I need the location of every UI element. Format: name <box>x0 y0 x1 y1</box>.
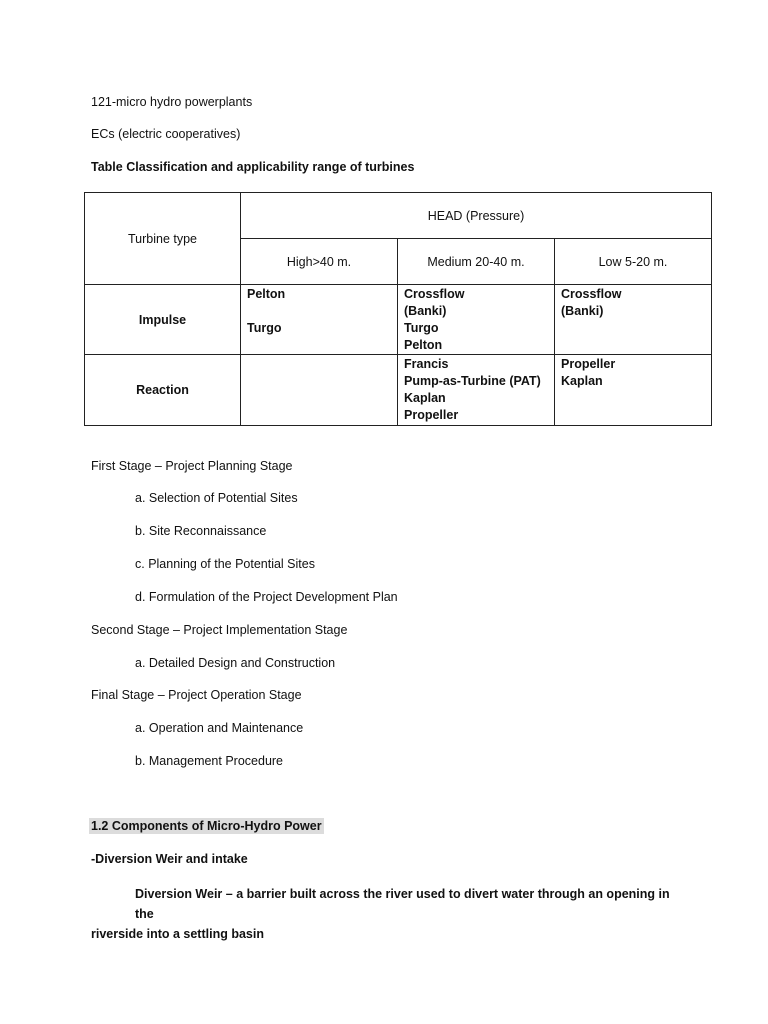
intro-line-1: 121-micro hydro powerplants <box>91 95 253 109</box>
section-heading-text: 1.2 Components of Micro-Hydro Power <box>91 819 322 833</box>
row-type-reaction: Reaction <box>85 355 241 426</box>
cell-line: Propeller <box>561 357 616 371</box>
cell-line: Kaplan <box>404 391 446 405</box>
cell-line: Crossflow <box>561 287 622 301</box>
stage-first-b: b. Site Reconnaissance <box>135 524 267 538</box>
cell-line: Turgo <box>404 321 439 335</box>
cell-line: Crossflow <box>404 287 465 301</box>
table-row <box>85 285 712 355</box>
cell-line: Kaplan <box>561 374 603 388</box>
stage-first-a: a. Selection of Potential Sites <box>135 491 298 505</box>
header-turbine-type: Turbine type <box>85 193 241 285</box>
subsection-heading: -Diversion Weir and intake <box>91 852 248 866</box>
cell-spacer <box>247 303 397 320</box>
cell-line: Pelton <box>404 338 443 352</box>
cell-line: (Banki) <box>561 304 604 318</box>
diversion-weir-paragraph <box>91 884 681 944</box>
stage-second: Second Stage – Project Implementation Stage <box>91 623 348 637</box>
cell-line: Propeller <box>404 408 459 422</box>
section-heading <box>91 819 324 833</box>
cell-impulse-low <box>555 285 712 355</box>
turbine-table <box>84 192 712 426</box>
stage-first-d: d. Formulation of the Project Development Plan <box>135 590 398 604</box>
header-head-pressure: HEAD (Pressure) <box>241 193 712 239</box>
paragraph-line-1: Diversion Weir – a barrier built across the river used to divert water through an opening in the <box>135 887 670 921</box>
cell-reaction-medium <box>398 355 555 426</box>
stage-first-c: c. Planning of the Potential Sites <box>135 557 315 571</box>
table-row <box>85 355 712 426</box>
paragraph-line-2: riverside into a settling basin <box>91 927 264 941</box>
stage-first: First Stage – Project Planning Stage <box>91 459 293 473</box>
stage-final-a: a. Operation and Maintenance <box>135 721 304 735</box>
cell-line: Pelton <box>247 287 286 301</box>
header-medium: Medium 20-40 m. <box>398 239 555 285</box>
table-title: Table Classification and applicability range of turbines <box>91 160 415 174</box>
header-high: High>40 m. <box>241 239 398 285</box>
cell-line: Francis <box>404 357 449 371</box>
cell-impulse-high <box>241 285 398 355</box>
cell-impulse-medium <box>398 285 555 355</box>
row-type-impulse: Impulse <box>85 285 241 355</box>
stage-final-b: b. Management Procedure <box>135 754 284 768</box>
header-low: Low 5-20 m. <box>555 239 712 285</box>
cell-line: Turgo <box>247 321 282 335</box>
intro-line-2: ECs (electric cooperatives) <box>91 127 241 141</box>
stage-final: Final Stage – Project Operation Stage <box>91 688 302 702</box>
cell-line: Pump-as-Turbine (PAT) <box>404 374 541 388</box>
cell-reaction-low <box>555 355 712 426</box>
stage-second-a: a. Detailed Design and Construction <box>135 656 336 670</box>
cell-line: (Banki) <box>404 304 447 318</box>
cell-reaction-high <box>241 355 398 426</box>
